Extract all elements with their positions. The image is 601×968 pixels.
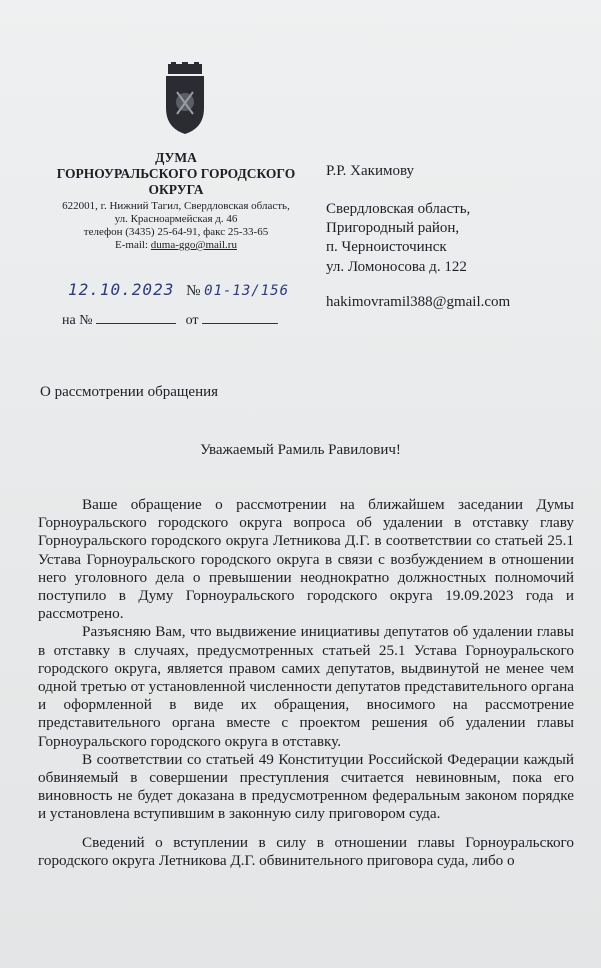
recipient-email: hakimovramil388@gmail.com bbox=[326, 294, 511, 310]
outgoing-date: 12.10.2023 bbox=[68, 280, 175, 299]
outgoing-number-sign: № bbox=[186, 283, 201, 299]
recipient-name: Р.Р. Хакимову bbox=[326, 163, 415, 179]
body-paragraph-1: Ваше обращение о рассмотрении на ближайшем заседании Думы Горноуральского городского округа вопроса об удалении в отставку главу Горноуральского городского округа Летникова Д.Г. в соответствии со статьей 25.1 Устава Горноуральского городского округа в связи с возбуждением в отношении него уголовного дела о превышении неоднократно должностных полномочий поступило в Думу Горноуральского городского округа 19.09.2023 года и рассмотрено. bbox=[38, 496, 574, 623]
reference-line bbox=[62, 311, 312, 329]
org-email-label: E-mail: bbox=[115, 239, 151, 251]
recipient-address-line1: Свердловская область, bbox=[326, 201, 471, 217]
letter-body bbox=[38, 496, 574, 870]
body-paragraph-3: В соответствии со статьей 49 Конституции Российской Федерации каждый обвиняемый в совершении преступления считается невиновным, пока его виновность не будет доказана в предусмотренном федеральным законом порядке и установлена вступившим в законную силу приговором суда. bbox=[38, 750, 574, 823]
letter-greeting: Уважаемый Рамиль Равилович! bbox=[200, 442, 401, 458]
org-address-line2: ул. Красноармейская д. 46 bbox=[114, 213, 238, 225]
org-name-line2: ГОРНОУРАЛЬСКОГО ГОРОДСКОГО bbox=[56, 166, 296, 181]
letter-subject: О рассмотрении обращения bbox=[40, 384, 219, 400]
org-name-line3: ОКРУГА bbox=[148, 182, 204, 197]
org-name-line1: ДУМА bbox=[155, 150, 197, 165]
body-paragraph-2: Разъясняю Вам, что выдвижение инициативы депутатов об удалении главы в отставку в случаях, предусмотренных статьей 25.1 Устава Горноуральского городского округа, является правом самих депутатов, выдвинутой не менее чем одной третью от установленной численности депутатов представительного органа и оформленной в виде их обращения, вносимого на рассмотрение представительного органа вместе с проектом решения об удалении главы Горноуральского городского округа в отставку. bbox=[38, 623, 574, 750]
recipient-address-line4: ул. Ломоносова д. 122 bbox=[326, 259, 467, 275]
outgoing-date-number bbox=[68, 280, 308, 300]
from-blank bbox=[202, 311, 278, 324]
reference-label: на № bbox=[62, 313, 93, 328]
recipient-address-line3: п. Черноисточинск bbox=[326, 239, 447, 255]
org-address-line1: 622001, г. Нижний Тагил, Свердловская область, bbox=[62, 200, 290, 212]
from-label: от bbox=[185, 313, 199, 328]
reference-blank bbox=[96, 311, 176, 324]
org-email-line bbox=[56, 239, 296, 252]
org-email-link[interactable]: duma-ggo@mail.ru bbox=[150, 239, 237, 251]
body-paragraph-4: Сведений о вступлении в силу в отношении главы Горноуральского городского округа Летникова Д.Г. обвинительного приговора суда, либо о bbox=[38, 833, 574, 869]
coat-of-arms-icon bbox=[162, 62, 208, 136]
org-phone: телефон (3435) 25-64-91, факс 25-33-65 bbox=[83, 226, 269, 238]
outgoing-number: 01-13/156 bbox=[204, 283, 289, 299]
recipient-address-line2: Пригородный район, bbox=[326, 220, 460, 236]
